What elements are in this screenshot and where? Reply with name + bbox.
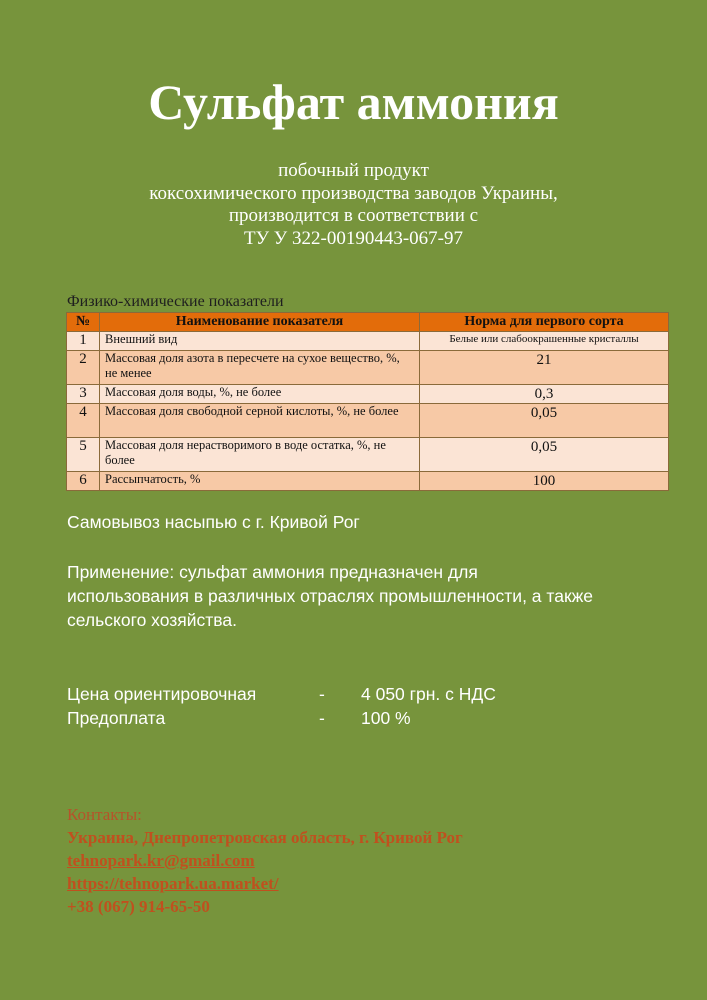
subtitle-line: побочный продукт xyxy=(278,160,429,181)
table-row xyxy=(67,332,669,351)
row-name: Рассыпчатость, % xyxy=(100,472,420,491)
price-dash: - xyxy=(319,684,325,704)
table-caption: Физико-химические показатели xyxy=(67,293,284,310)
row-num: 3 xyxy=(67,385,100,404)
row-name: Внешний вид xyxy=(100,332,420,351)
table-row xyxy=(67,351,669,385)
row-value: 0,05 xyxy=(420,404,669,438)
price-block xyxy=(67,682,627,730)
contacts-heading: Контакты: xyxy=(67,805,142,824)
row-value: 0,3 xyxy=(420,385,669,404)
row-value: Белые или слабоокрашенные кристаллы xyxy=(420,332,669,351)
row-name: Массовая доля свободной серной кислоты, %, не более xyxy=(100,404,420,438)
usage-description xyxy=(67,560,677,632)
price-value: 4 050 грн. с НДС xyxy=(361,684,496,704)
pickup-info: Самовывоз насыпью с г. Кривой Рог xyxy=(67,512,360,532)
properties-table xyxy=(66,312,669,491)
table-header-row xyxy=(67,313,669,332)
row-value: 100 xyxy=(420,472,669,491)
product-subtitle xyxy=(0,160,707,250)
subtitle-line: производится в соответствии с xyxy=(228,205,479,226)
row-value: 21 xyxy=(420,351,669,385)
website-link[interactable]: https://tehnopark.ua.market/ xyxy=(67,874,279,893)
subtitle-line: коксохимического производства заводов Украины, xyxy=(149,182,558,204)
usage-line: использования в различных отраслях промышленности, а также xyxy=(67,586,594,606)
row-num: 1 xyxy=(67,332,100,351)
prepayment-row xyxy=(67,706,627,730)
row-name: Массовая доля азота в пересчете на сухое вещество, %, не менее xyxy=(100,351,420,385)
contacts-phone: +38 (067) 914-65-50 xyxy=(67,897,210,916)
row-value: 0,05 xyxy=(420,438,669,472)
row-name: Массовая доля нерастворимого в воде остатка, %, не более xyxy=(100,438,420,472)
email-link[interactable]: tehnopark.kr@gmail.com xyxy=(67,851,255,870)
prepayment-dash: - xyxy=(319,708,325,728)
usage-line: сельского хозяйства. xyxy=(67,610,237,630)
row-num: 6 xyxy=(67,472,100,491)
page-title: Сульфат аммония xyxy=(148,74,559,130)
table-row xyxy=(67,404,669,438)
price-row xyxy=(67,682,627,706)
table-row xyxy=(67,438,669,472)
usage-line: Применение: сульфат аммония предназначен для xyxy=(67,562,478,582)
prepayment-label: Предоплата xyxy=(67,708,166,728)
table-row xyxy=(67,385,669,404)
row-num: 2 xyxy=(67,351,100,385)
header-num: № xyxy=(67,313,100,332)
header-name: Наименование показателя xyxy=(100,313,420,332)
row-num: 5 xyxy=(67,438,100,472)
price-label: Цена ориентировочная xyxy=(67,684,257,704)
contacts-block xyxy=(67,803,463,918)
row-name: Массовая доля воды, %, не более xyxy=(100,385,420,404)
table-row xyxy=(67,472,669,491)
row-num: 4 xyxy=(67,404,100,438)
header-value: Норма для первого сорта xyxy=(420,313,669,332)
prepayment-value: 100 % xyxy=(361,708,411,728)
subtitle-line: ТУ У 322-00190443-067-97 xyxy=(244,227,463,249)
contacts-address: Украина, Днепропетровская область, г. Кривой Рог xyxy=(67,828,463,847)
